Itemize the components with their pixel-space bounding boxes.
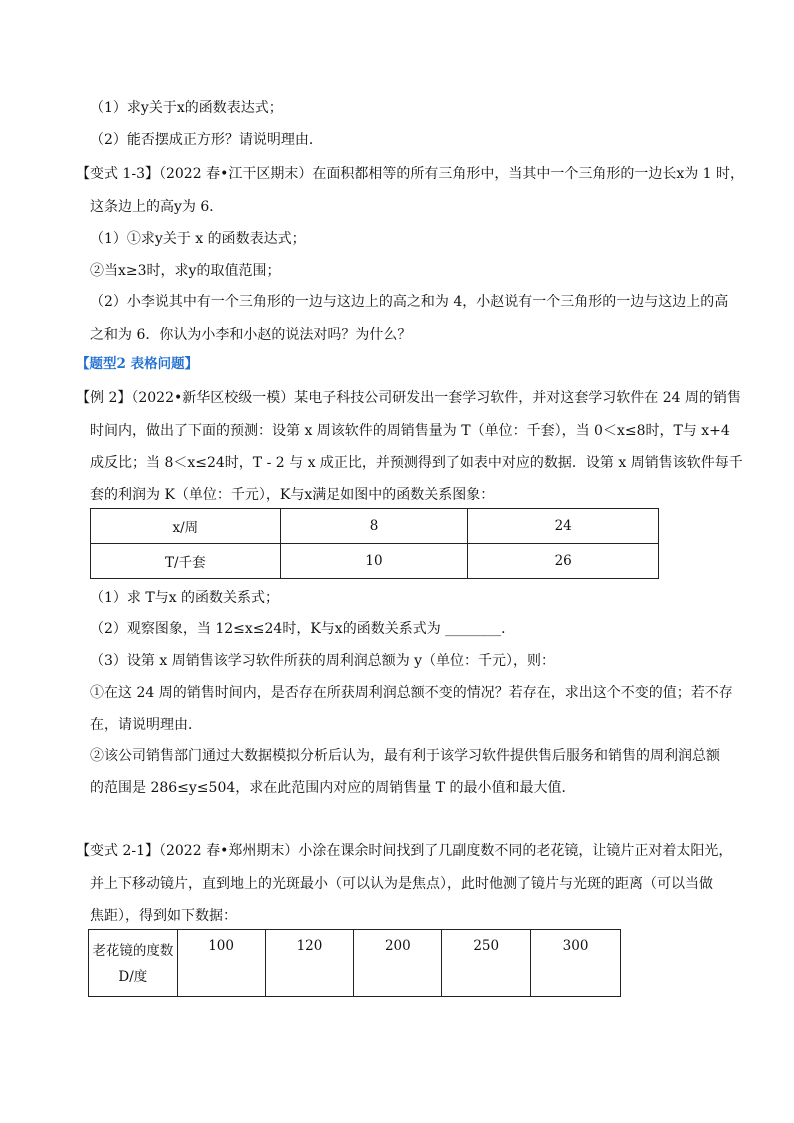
text-line: （1）求 T与x 的函数关系式；: [90, 590, 280, 606]
table-cell: 200: [354, 930, 442, 997]
section-heading: 【题型2 表格问题】: [76, 356, 199, 372]
header-line: 老花镜的度数: [92, 943, 174, 959]
table-cell: 8: [280, 509, 468, 544]
table-cell: 26: [468, 544, 659, 579]
table-cell: T/千套: [91, 544, 281, 579]
text-line: 并上下移动镜片，直到地上的光斑最小（可以认为是焦点），此时他测了镜片与光斑的距离（可以当做: [90, 876, 713, 892]
text-line: 套的利润为 K（单位：千元），K与x满足如图中的函数关系图象：: [90, 487, 495, 503]
text-line: 这条边上的高y为 6．: [90, 199, 224, 215]
table-cell: 120: [265, 930, 354, 997]
text-line: 的范围是 286≤y≤504，求在此范围内对应的周销售量 T 的最小值和最大值．: [90, 780, 576, 796]
table-row: [89, 930, 621, 997]
text-line: 【变式 1-3】（2022 春•江干区期末）在面积都相等的所有三角形中，当其中一个三角形的一边长x为 1 时，: [76, 166, 745, 182]
data-table: [90, 508, 659, 579]
text-line: 焦距），得到如下数据：: [90, 908, 237, 924]
table-header-cell: [89, 930, 178, 997]
text-line: ②当x≥3时，求y的取值范围；: [90, 263, 281, 279]
text-line: （3）设第 x 周销售该学习软件所获的周利润总额为 y（单位：千元），则：: [90, 653, 556, 669]
text-line: 之和为 6．你认为小李和小赵的说法对吗？为什么？: [90, 327, 412, 343]
table-cell: x/周: [91, 509, 281, 544]
text-line: （2）能否摆成正方形？请说明理由．: [90, 132, 323, 148]
table-cell: 10: [280, 544, 468, 579]
text-line: 时间内，做出了下面的预测：设第 x 周该软件的周销售量为 T（单位：千套），当 0＜x≤8时，T与 x+4: [90, 423, 730, 439]
table-row: [91, 544, 659, 579]
text-line: ②该公司销售部门通过大数据模拟分析后认为，最有利于该学习软件提供售后服务和销售的周利润总额: [90, 748, 720, 764]
table-cell: 24: [468, 509, 659, 544]
text-line: （2）小李说其中有一个三角形的一边与这边上的高之和为 4，小赵说有一个三角形的一边与这边上的高: [90, 294, 729, 310]
table-cell: 250: [442, 930, 531, 997]
text-line: 【例 2】（2022•新华区校级一模）某电子科技公司研发出一套学习软件，并对这套学习软件在 24 周的销售: [76, 390, 741, 406]
text-line: （1）求y关于x的函数表达式；: [90, 100, 283, 116]
table-row: [91, 509, 659, 544]
text-line: 在，请说明理由．: [90, 717, 202, 733]
text-line: （1）①求y关于 x 的函数表达式；: [90, 231, 306, 247]
text-line: ①在这 24 周的销售时间内，是否存在所获周利润总额不变的情况？若存在，求出这个不变的值；若不存: [90, 685, 733, 701]
text-line: （2）观察图象，当 12≤x≤24时，K与x的函数关系式为 ________．: [90, 621, 516, 637]
lens-data-table: [88, 929, 621, 997]
header-line: D/度: [118, 969, 148, 985]
table-cell: 300: [531, 930, 621, 997]
text-line: 成反比；当 8＜x≤24时，T - 2 与 x 成正比，并预测得到了如表中对应的数据．设第 x 周销售该软件每千: [90, 455, 743, 471]
table-cell: 100: [177, 930, 265, 997]
text-line: 【变式 2-1】（2022 春•郑州期末）小涂在课余时间找到了几副度数不同的老花镜，让镜片正对着太阳光，: [76, 843, 733, 859]
